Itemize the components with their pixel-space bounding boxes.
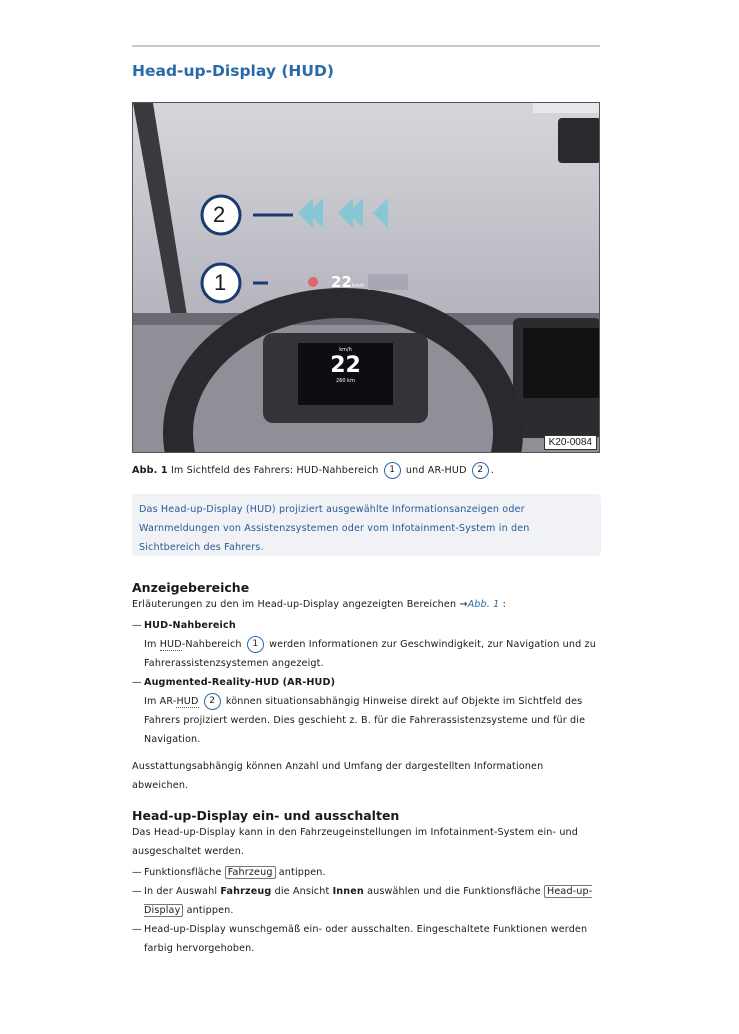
hud-button-ref: Head-up-Display <box>144 886 593 916</box>
section-intro: Erläuterungen zu den im Head-up-Display angezeigten Bereichen →Abb. 1 : <box>132 599 507 610</box>
note: Ausstattungsabhängig können Anzahl und Umfang der dargestellten Informationen abweichen. <box>132 761 544 791</box>
step: — Head-up-Display wunschgemäß ein- oder ausschalten. Eingeschaltete Funktionen werden farbig hervorgehoben. <box>132 924 588 954</box>
callout-badge: 1 <box>384 462 401 479</box>
figure-link[interactable]: Abb. 1 <box>467 599 500 610</box>
step: — In der Auswahl Fahrzeug die Ansicht Innen auswählen und die Funktionsfläche Head-up-Display antippen. <box>132 886 593 916</box>
section-toggle-hud <box>132 808 602 958</box>
page-title: Head-up-Display (HUD) <box>132 62 334 80</box>
list-item: — HUD-Nahbereich <box>132 620 236 631</box>
info-box: Das Head-up-Display (HUD) projiziert ausgewählte Informationsanzeigen oder Warnmeldungen von Assistenzsystemen oder vom Infotainment-System in den Sichtbereich des Fahrers. <box>132 494 601 556</box>
abbr-hud[interactable]: HUD <box>176 696 199 707</box>
callout-badge: 2 <box>204 693 221 710</box>
list-item-text: Im HUD-Nahbereich 1 werden Informationen zur Geschwindigkeit, zur Navigation und zu Fahrerassistenzsystemen angezeigt. <box>132 635 602 673</box>
step: — Funktionsfläche Fahrzeug antippen. <box>132 867 326 878</box>
hud-speed: 22km/h <box>331 273 365 291</box>
callout-2: 2 <box>213 202 226 227</box>
list-item: — Augmented-Reality-HUD (AR-HUD) <box>132 677 336 688</box>
callout-badge: 2 <box>472 462 489 479</box>
cluster-display: km/h 22 260 km <box>330 347 361 384</box>
section-heading: Head-up-Display ein- und ausschalten <box>132 808 400 823</box>
fahrzeug-button-ref: Fahrzeug <box>225 866 276 879</box>
cockpit-illustration <box>133 103 600 453</box>
top-divider <box>132 45 600 47</box>
figure-id: K20-0084 <box>544 435 597 450</box>
list-item-text: Im AR-HUD 2 können situationsabhängig Hinweise direkt auf Objekte im Sichtfeld des Fahrers projiziert werden. Dies geschieht z. B. für die Fahrerassistenzsysteme und für die Navigation. <box>132 692 602 749</box>
hud-figure <box>132 102 600 453</box>
section-intro: Das Head-up-Display kann in den Fahrzeugeinstellungen im Infotainment-System ein- und ausgeschaltet werden. <box>132 827 579 857</box>
section-display-areas <box>132 580 602 795</box>
section-heading: Anzeigebereiche <box>132 580 250 595</box>
abbr-hud[interactable]: HUD <box>159 639 182 650</box>
callout-badge: 1 <box>247 636 264 653</box>
callout-1: 1 <box>214 270 227 295</box>
figure-caption: Abb. 1 Im Sichtfeld des Fahrers: HUD-Nahbereich 1 und AR-HUD 2 . <box>132 461 602 480</box>
